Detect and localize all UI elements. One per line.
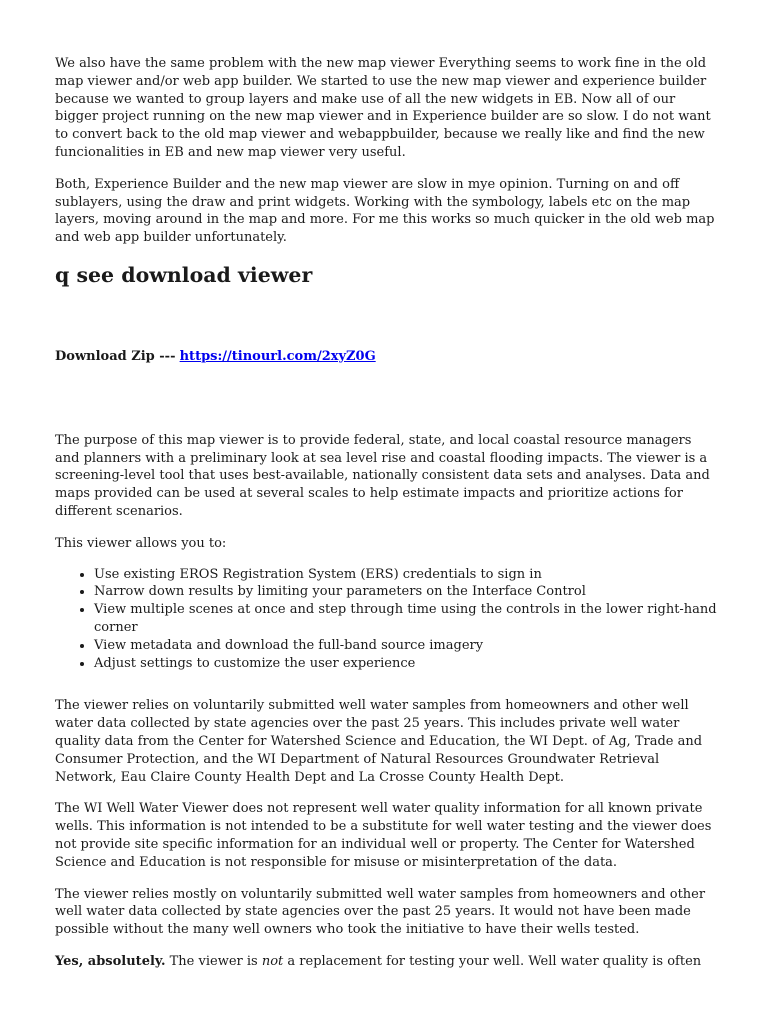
page-heading: q see download viewer <box>55 262 313 287</box>
paragraph-voluntary-samples: The viewer relies on voluntarily submitted well water samples from homeowners and other well water data collected by state agencies over the past 25 years. This includes private well water quality data from the Center for Watershed Science and Education, the WI Dept. of Ag, Trade and Consumer Protection, and the WI Department of Natural Resources Groundwater Retrieval Network, Eau Claire County Health Dept and La Crosse County Health Dept. <box>55 698 703 785</box>
purpose-section <box>55 432 717 553</box>
feature-list <box>55 566 717 673</box>
download-label: Download Zip --- <box>55 348 176 364</box>
paragraph-map-viewer-problem: We also have the same problem with the new map viewer Everything seems to work fine in the old map viewer and/or web app builder. We started to use the new map viewer and experience builder because we wanted to group layers and make use of all the new widgets in EB. Now all of our bigger project running on the new map viewer and in Experience builder are so slow. I do not want to convert back to the old map viewer and webappbuilder, because we really like and find the new funcionalities in EB and new map viewer very useful. <box>55 56 711 160</box>
list-item: • Use existing EROS Registration System (ERS) credentials to sign in <box>94 566 717 584</box>
p8-text-a: The viewer is <box>165 953 262 969</box>
document-body <box>55 55 717 971</box>
list-item: • View metadata and download the full-band source imagery <box>94 637 717 655</box>
paragraph-purpose: The purpose of this map viewer is to provide federal, state, and local coastal resource managers and planners with a preliminary look at sea level rise and coastal flooding impacts. The viewer is a screening-level tool that uses best-available, nationally consistent data sets and analyses. Data and maps provided can be used at several scales to help estimate impacts and prioritize actions for different scenarios. <box>55 432 710 519</box>
download-link[interactable]: https://tinourl.com/2xyZ0G <box>179 348 376 364</box>
list-item: • View multiple scenes at once and step through time using the controls in the lower right-hand corner <box>94 601 717 637</box>
list-item: • Narrow down results by limiting your parameters on the Interface Control <box>94 583 717 601</box>
paragraph-relies-mostly: The viewer relies mostly on voluntarily submitted well water samples from homeowners and other well water data collected by state agencies over the past 25 years. It would not have been made possible without the many well owners who took the initiative to have their wells tested. <box>55 886 706 938</box>
paragraph-allows-you-to: This viewer allows you to: <box>55 535 227 551</box>
list-item: • Adjust settings to customize the user experience <box>94 655 717 673</box>
paragraph-slow-opinion: Both, Experience Builder and the new map viewer are slow in mye opinion. Turning on and off sublayers, using the draw and print widgets. Working with the symbology, labels etc on the map layers, moving around in the map and more. For me this works so much quicker in the old web map and web app builder unfortunately. <box>55 176 715 246</box>
p8-text-b: a replacement for testing your well. Well water quality is often <box>283 953 702 969</box>
paragraph-disclaimer: The WI Well Water Viewer does not represent well water quality information for all known private wells. This information is not intended to be a substitute for well water testing and the viewer does not provide site specific information for an individual well or property. The Center for Watershed Science and Education is not responsible for misuse or misinterpretation of the data. <box>55 801 712 870</box>
not-emphasis: not <box>261 953 284 969</box>
paragraph-yes-absolutely <box>55 953 717 971</box>
yes-absolutely-bold: Yes, absolutely. <box>55 953 166 969</box>
download-line <box>55 348 717 366</box>
well-water-section <box>55 697 717 970</box>
